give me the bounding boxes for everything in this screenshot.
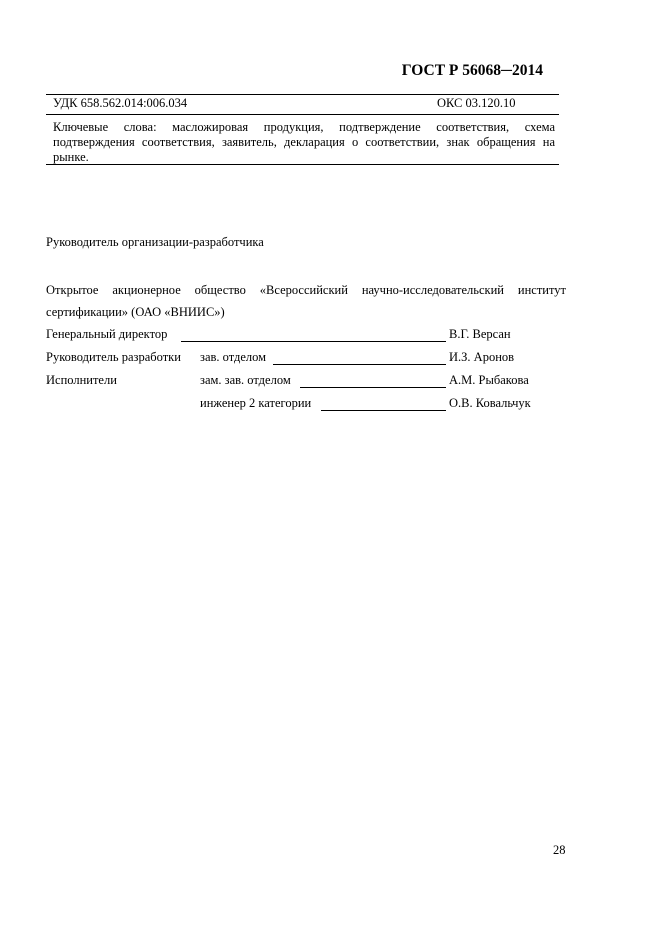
signature-position: инженер 2 категории — [200, 396, 312, 410]
signature-line — [273, 364, 446, 365]
signature-role: Руководитель разработки — [46, 350, 181, 364]
signature-name: И.З. Аронов — [449, 350, 515, 364]
keywords-paragraph: Ключевые слова: масложировая продукция, подтверждение соответствия, схема подтверждения соответствия, заявитель, декларация о соответствии, знак обращения на рынке. — [53, 120, 555, 164]
page-number: 28 — [553, 843, 566, 857]
standard-code: ГОСТ Р 56068─2014 — [401, 62, 543, 79]
signature-role: Генеральный директор — [46, 327, 168, 341]
signature-name: А.М. Рыбакова — [449, 373, 529, 387]
signature-name: В.Г. Версан — [449, 327, 511, 341]
developer-heading: Руководитель организации-разработчика — [46, 235, 264, 249]
signature-position: зав. отделом — [200, 350, 267, 364]
signature-line — [300, 387, 446, 388]
divider-bottom — [46, 164, 559, 165]
organization-name: Открытое акционерное общество «Всероссийский научно-исследовательский институт сертификации» (ОАО «ВНИИС») — [46, 283, 566, 319]
signature-role: Исполнители — [46, 373, 117, 387]
signature-line — [181, 341, 446, 342]
divider-top — [46, 94, 559, 95]
signature-position: зам. зав. отделом — [200, 373, 291, 387]
oks-code: ОКС 03.120.10 — [437, 96, 516, 110]
udc-code: УДК 658.562.014:006.034 — [53, 96, 188, 110]
divider-mid — [46, 114, 559, 115]
signature-name: О.В. Ковальчук — [449, 396, 531, 410]
signature-line — [321, 410, 446, 411]
